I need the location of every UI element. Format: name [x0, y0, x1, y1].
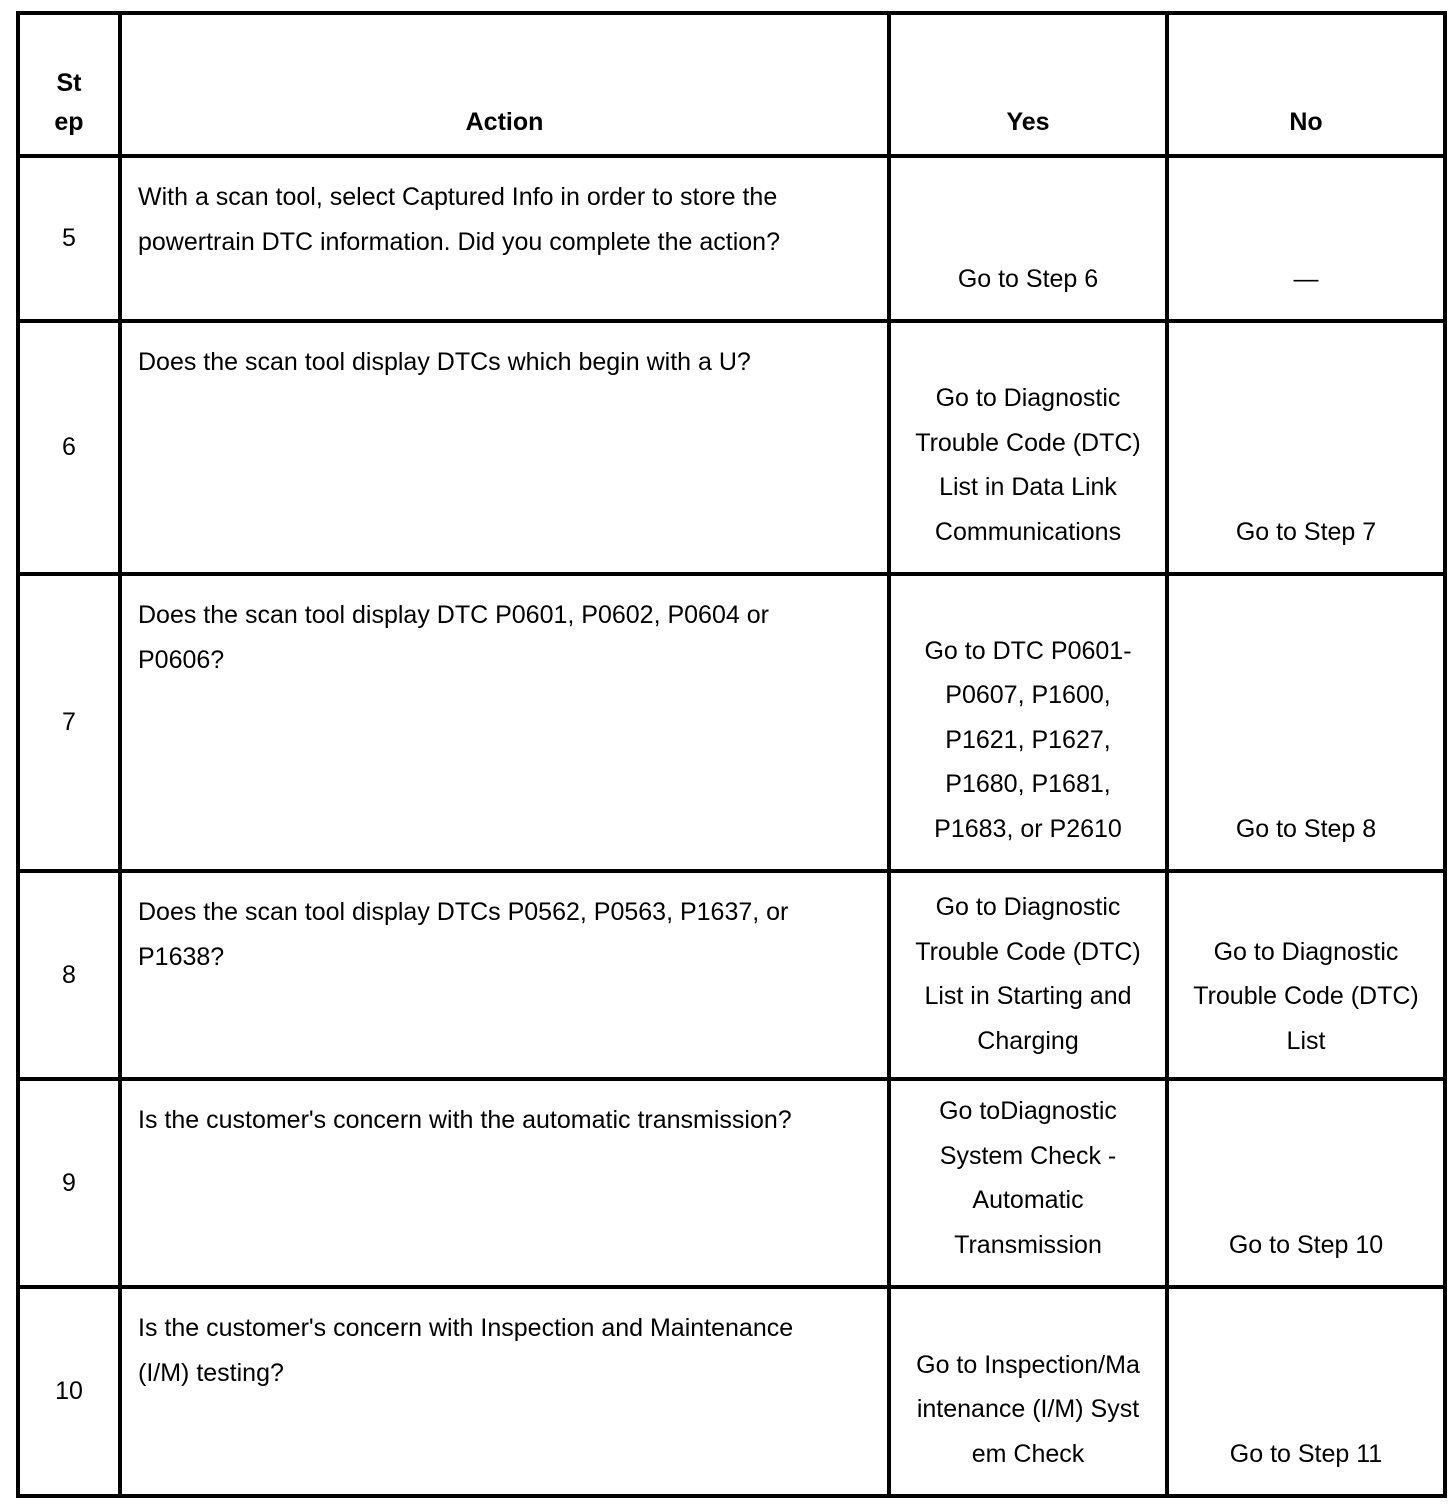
no-cell: Go to Step 10: [1167, 1079, 1445, 1287]
yes-cell: Go to Inspection/Maintenance (I/M) System Check: [889, 1287, 1167, 1496]
table-row: [18, 1287, 1445, 1496]
no-cell: Go to Step 7: [1167, 321, 1445, 574]
diagnostic-table: [16, 11, 1447, 1498]
table-row: [18, 574, 1445, 871]
action-cell: Does the scan tool display DTCs P0562, P0563, P1637, or P1638?: [120, 871, 889, 1079]
action-cell: Does the scan tool display DTC P0601, P0602, P0604 or P0606?: [120, 574, 889, 871]
no-cell: Go to Step 11: [1167, 1287, 1445, 1496]
header-yes: Yes: [889, 13, 1167, 156]
table-row: [18, 1079, 1445, 1287]
step-cell: 6: [18, 321, 120, 574]
step-cell: 5: [18, 156, 120, 321]
table-row: [18, 871, 1445, 1079]
yes-cell: Go to Diagnostic Trouble Code (DTC) List in Data Link Communications: [889, 321, 1167, 574]
yes-cell: Go to DTC P0601-P0607, P1600, P1621, P1627, P1680, P1681, P1683, or P2610: [889, 574, 1167, 871]
table-row: [18, 156, 1445, 321]
no-cell: —: [1167, 156, 1445, 321]
action-cell: Is the customer's concern with Inspection and Maintenance (I/M) testing?: [120, 1287, 889, 1496]
yes-cell: Go to Diagnostic Trouble Code (DTC) List in Starting and Charging: [889, 871, 1167, 1079]
header-step: St ep: [18, 13, 120, 156]
step-cell: 7: [18, 574, 120, 871]
action-cell: With a scan tool, select Captured Info in order to store the powertrain DTC information. Did you complete the action?: [120, 156, 889, 321]
action-cell: Does the scan tool display DTCs which begin with a U?: [120, 321, 889, 574]
no-cell: Go to Diagnostic Trouble Code (DTC) List: [1167, 871, 1445, 1079]
step-cell: 10: [18, 1287, 120, 1496]
header-no: No: [1167, 13, 1445, 156]
yes-cell: Go toDiagnostic System Check - Automatic Transmission: [889, 1079, 1167, 1287]
table-row: [18, 321, 1445, 574]
step-cell: 9: [18, 1079, 120, 1287]
yes-cell: Go to Step 6: [889, 156, 1167, 321]
no-cell: Go to Step 8: [1167, 574, 1445, 871]
step-cell: 8: [18, 871, 120, 1079]
header-action: Action: [120, 13, 889, 156]
header-row: [18, 13, 1445, 156]
action-cell: Is the customer's concern with the automatic transmission?: [120, 1079, 889, 1287]
